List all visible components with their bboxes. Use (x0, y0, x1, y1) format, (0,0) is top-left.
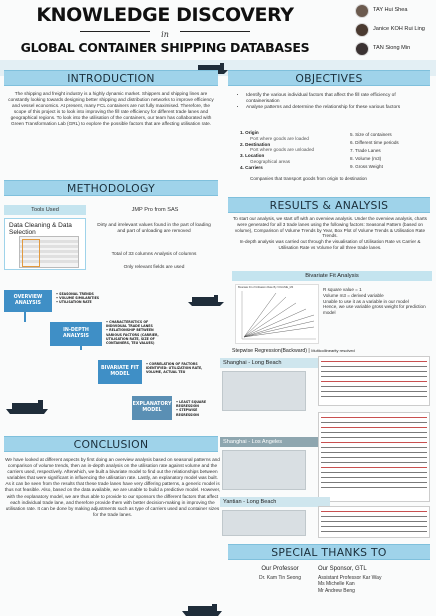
factor-desc: Port where goods are unloaded (250, 147, 315, 153)
objectives-list (236, 93, 426, 111)
ship-icon (180, 604, 224, 616)
ship-icon (4, 400, 50, 414)
objective-item: • Identify the various individual factors that affect the fill rate efficiency of containerisation (246, 93, 426, 105)
regression-output (318, 356, 430, 406)
factor-name: Destination (245, 141, 271, 147)
results-heading: RESULTS & ANALYSIS (228, 197, 430, 213)
author-name: TAY Hui Shea (373, 7, 408, 13)
flow-step-in-depth: IN-DEPTH ANALYSIS (50, 322, 102, 346)
author (355, 42, 435, 60)
data-table-screenshot (19, 236, 79, 268)
flow-step-overview: OVERVIEW ANALYSIS (4, 290, 52, 312)
regression-chart (222, 371, 306, 411)
bivariate-scatter (236, 289, 318, 345)
factor-desc: Geographical areas (250, 158, 291, 164)
factor-name: Location (245, 153, 265, 159)
author (355, 23, 435, 41)
bivariate-plot-title: Bivariate Fit of Utilisation Rate By VOLUME_M3 (238, 286, 294, 289)
regression-output (318, 412, 430, 502)
bivariate-plot (235, 284, 319, 344)
author-name: TAN Siong Min (373, 45, 411, 51)
factor-name: Different time periods (355, 140, 399, 145)
title-divider (180, 31, 250, 32)
method-note: Only relevant fields are used (123, 265, 185, 270)
bivariate-notes: R square value = 1 Volume m3 = derived variable Unable to use it as a variable in our model Hence, we use variable gross weight for prediction model (323, 287, 426, 316)
sponsor-block: Our Sponsor, GTL Assistant Professor Kar Way Ms Michelle Kan Mr Andrew Beng (318, 566, 382, 594)
stepwise-heading: Stepwise Regression(Backward) | Multicollinearity resolved (232, 348, 355, 354)
methodology-heading: METHODOLOGY (4, 180, 218, 196)
regression-chart (222, 450, 306, 490)
bivariate-heading: Bivariate Fit Analysis (232, 271, 432, 281)
poster-title: KNOWLEDGE DISCOVERY (36, 4, 294, 26)
factor-name: Origin (245, 130, 259, 135)
method-note: Total of 33 columns Analysis of columns (111, 252, 197, 257)
flow-bullets: • CHARACTERISTICS OF INDIVIDUAL TRADE LANES • RELATIONSHIP BETWEEN VARIOUS FACTORS (CARRIER, UTILISATION RATE, SIZE OF CONTAINERS, TEU VALUES) (106, 320, 168, 345)
avatar (355, 4, 369, 18)
factor-name: Gross Weight (355, 164, 383, 169)
thanks-heading: SPECIAL THANKS TO (228, 544, 430, 560)
factor-name: Volume (m3) (355, 156, 382, 161)
factor-desc: Companies that transport goods from origin to destination (250, 176, 367, 181)
data-cleaning-title: Data Cleaning & Data Selection (9, 222, 72, 236)
factor-list-left: 1. Origin Port where goods are loaded 2. Destination Port where goods are unloaded 3. Location Geographical areas 4. Carriers (240, 130, 360, 171)
route-heading: Shanghai - Long Beach (220, 358, 330, 368)
avatar (355, 42, 369, 56)
flow-bullets: • LEAST SQUARE REGRESSION • STEPWISE REGRESSION (176, 400, 220, 417)
author (355, 4, 435, 22)
factor-name: Size of containers (355, 132, 392, 137)
professor-block: Our Professor Dr. Kam Tin Seong (259, 566, 301, 581)
route-heading: Yantian - Long Beach (220, 497, 330, 507)
ship-icon (186, 294, 226, 306)
factor-name: Carriers (245, 164, 263, 170)
poster-subtitle: GLOBAL CONTAINER SHIPPING DATABASES (20, 40, 310, 55)
author-name: Janice KOH Rui Ling (373, 26, 425, 32)
regression-chart (222, 510, 306, 536)
introduction-text: The shipping and freight industry is a highly dynamic market. Shippers and shipping lines are constantly looking towards designing better shipping and distribution networks to improve efficiency and vessel economics. At present, many FCL containers are not fully maximised. Therefore, the scope of this project is to look into improving the fill rate efficiency for different trade lanes and geographical regions. To look into the utilisation of the containers, our team has collaborated with Green Transformation Lab (GRL) to explore the possible factors that are affecting utilisation rate. (8, 91, 214, 126)
title-connector: in (161, 30, 169, 39)
factor-name: Trade Lanes (355, 148, 381, 153)
introduction-heading: INTRODUCTION (4, 70, 218, 86)
objectives-heading: OBJECTIVES (228, 70, 430, 86)
method-note: Dirty and irrelevant values found in the part of loading and part of unloading are removed (97, 223, 211, 234)
objective-item: • Analyse patterns and determine the relationship for these various factors (246, 105, 426, 111)
factor-list-right: 5. Size of containers 6. Different time periods 7. Trade Lanes 8. Volume (m3) 9. Gross Weight (350, 132, 399, 169)
factor-desc: Port where goods are loaded (250, 135, 309, 141)
flow-step-bivariate: BIVARIATE FIT MODEL (98, 360, 142, 384)
conclusion-text: We have looked at different aspects by first doing an overview analysis based on seasonal patterns and comparison of volume trends, then an in-depth analysis on the utilisation rate against volume and the carriers used, respectively. Afterwhich, we built a bivariate model to find out the relationships between variables that were significant in influencing the utilisation rate. Lastly, an explanatory model was built. As it can be seen from the results that these trade lanes have very differing patterns, a generic model is thus not feasible. Also, based on the data available, we are unable to build a predictive model. However, with the explanatory model, we are thus able to provide to our sponsors the different factors that affect each individual trade lane, and therefore provide them with better decision-making in improving the utilisation rate. It can be done by making adjustments such as type of carriers used and container sizes for the trade lanes. (4, 457, 221, 517)
flow-step-explanatory: EXPLANATORY MODEL (132, 396, 172, 420)
data-cleaning-panel (4, 218, 86, 270)
flow-bullets: • SEASONAL TRENDS • VOLUME SIMILARITIES • UTILISATION RATE (56, 292, 106, 305)
regression-output (318, 506, 430, 538)
tools-heading: Tools Used (4, 205, 86, 215)
results-intro: To start our analysis, we start off with an overview analysis. Under the overview analysis, charts were generated for all 3 trade lanes using the following factors: Seasonal Pattern (based on volume), Comparison of Volume Trends by Year, Box Plot of Volume Trends & Utilisation Rate Trends. In-depth analysis was carried out through the visualisation of Utilisation Rate vs Carrier & Utilisation Rate vs Volume for all three trade lanes. (233, 216, 427, 250)
route-heading: Shanghai - Los Angeles (220, 437, 330, 447)
flow-bullets: • CORRELATION OF FACTORS IDENTIFIED: UTILIZATION RATE, VOLUME, ACTUAL TEU (146, 362, 214, 375)
tool-name: JMP Pro from SAS (131, 207, 179, 213)
conclusion-heading: CONCLUSION (4, 436, 218, 452)
avatar (355, 23, 369, 37)
